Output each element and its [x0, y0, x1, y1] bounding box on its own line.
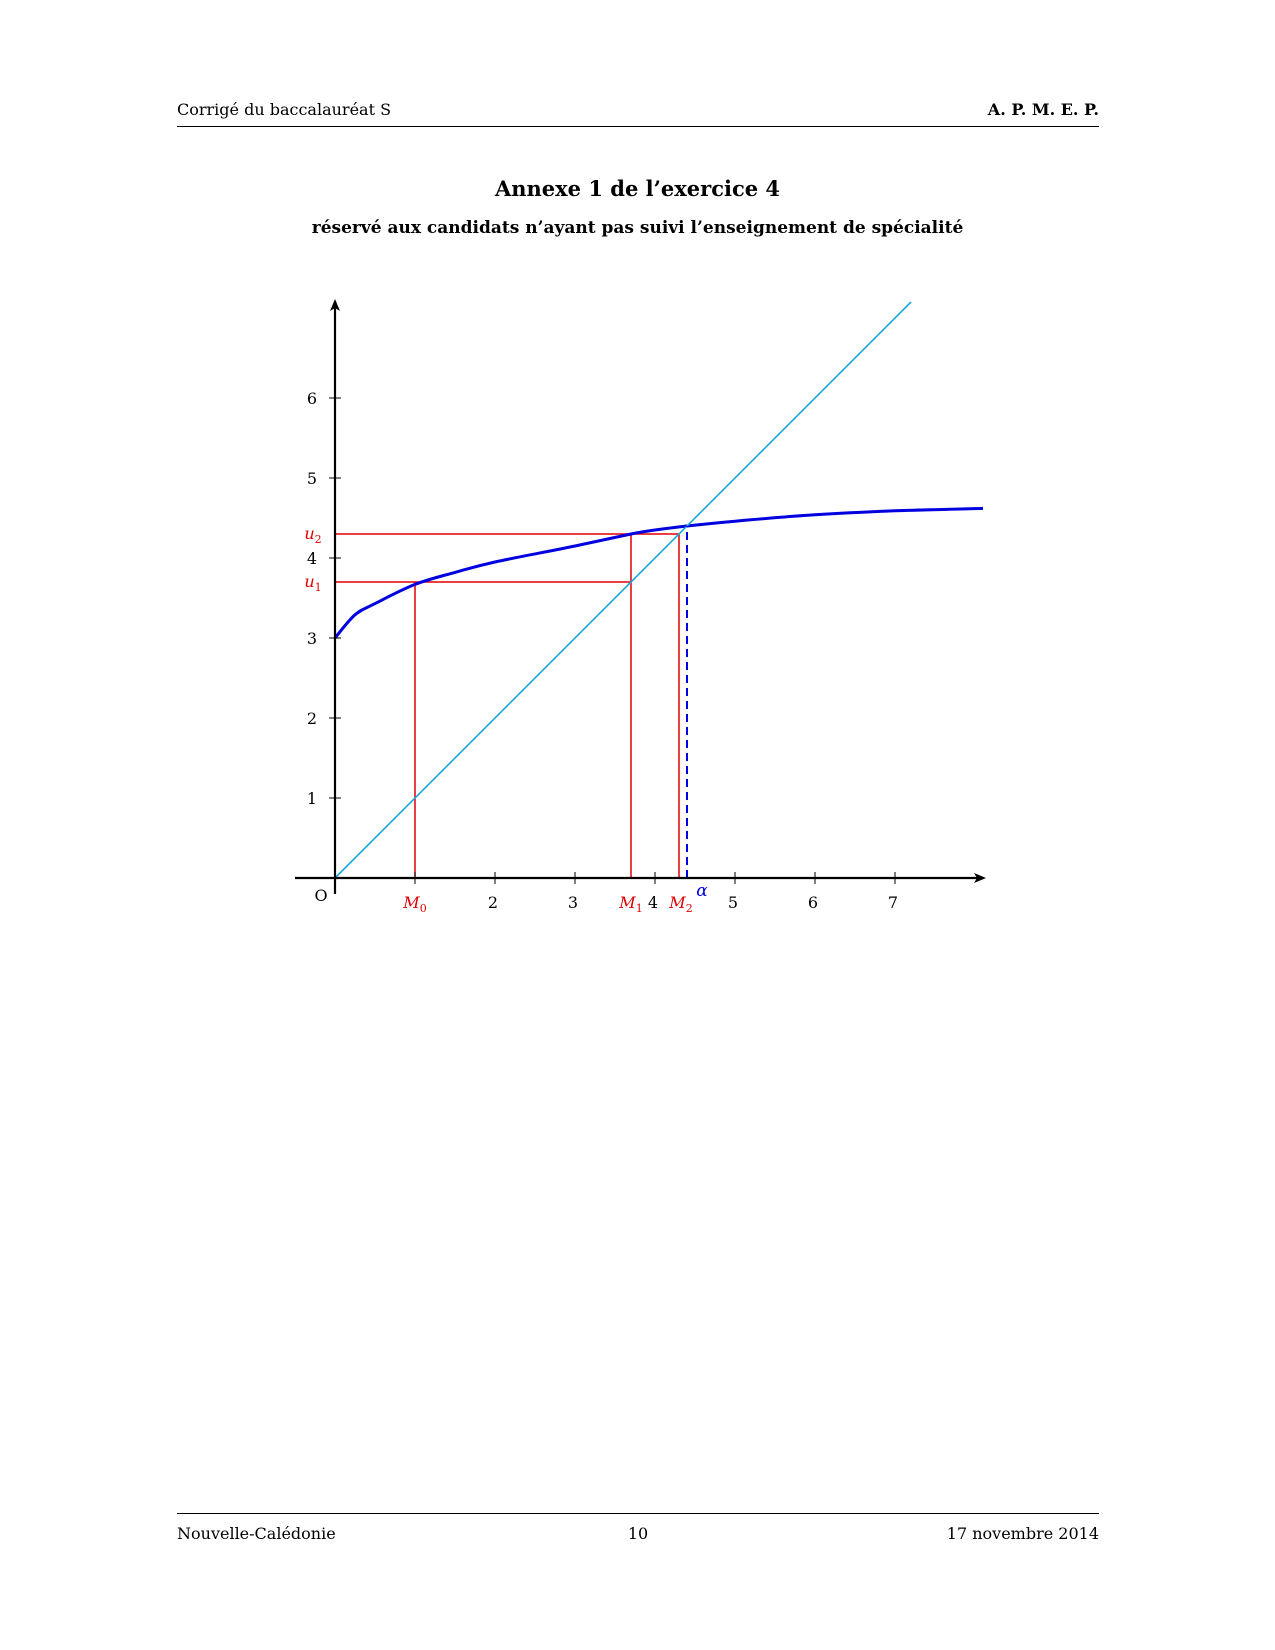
- page-number: 10: [627, 1524, 649, 1543]
- origin-label: O: [314, 886, 328, 905]
- header-left: Corrigé du baccalauréat S: [177, 100, 392, 119]
- footer-left: Nouvelle-Calédonie: [177, 1524, 336, 1543]
- u1-label: $u_1$: [304, 572, 322, 594]
- u2-label: $u_2$: [304, 524, 322, 546]
- m1-label: $M_1$: [619, 893, 643, 915]
- identity-line: [335, 302, 911, 878]
- x-tick-label: 5: [727, 893, 739, 912]
- page-title: Annexe 1 de l’exercice 4: [494, 176, 781, 201]
- page-subtitle: réservé aux candidats n’ayant pas suivi l’enseignement de spécialité: [311, 218, 964, 238]
- m0-label: $M_0$: [403, 893, 427, 915]
- y-tick-label: 3: [306, 629, 317, 648]
- y-tick-label: 4: [306, 549, 317, 568]
- header-right: A. P. M. E. P.: [987, 100, 1099, 119]
- y-tick-label: 1: [306, 789, 317, 808]
- function-curve: [335, 508, 983, 638]
- y-tick-label: 5: [306, 469, 317, 488]
- footer-right: 17 novembre 2014: [946, 1524, 1099, 1543]
- y-tick-label: 6: [306, 389, 317, 408]
- m2-label: $M_2$: [669, 893, 693, 915]
- alpha-label: α: [696, 881, 708, 901]
- x-tick-label: 2: [487, 893, 499, 912]
- x-tick-label: 3: [567, 893, 579, 912]
- x-tick-label: 7: [887, 893, 899, 912]
- x-tick-label: 4: [647, 893, 659, 912]
- y-tick-label: 2: [306, 709, 317, 728]
- x-tick-label: 6: [807, 893, 819, 912]
- page-footer: [177, 1513, 1099, 1543]
